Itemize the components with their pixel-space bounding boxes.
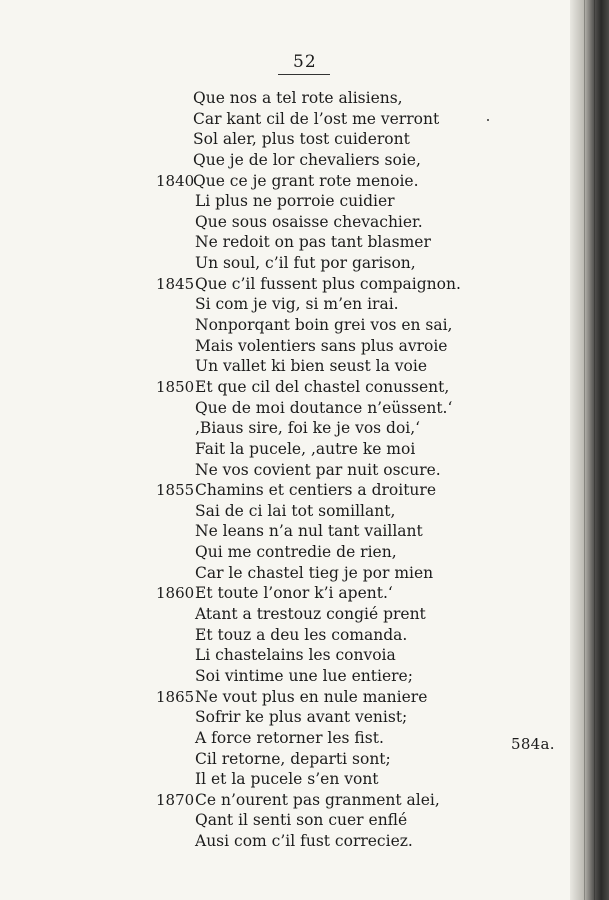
verse-text: Ne leans n’a nul tant vaillant	[195, 522, 423, 541]
verse-text: Si com je vig, si m’en irai.	[195, 295, 399, 314]
page-number: 52	[293, 52, 317, 72]
verse-line	[0, 171, 570, 192]
line-number: 1870	[156, 790, 195, 809]
verse-line	[0, 418, 570, 439]
verse-text: Que de moi doutance n’eüssent.‘	[195, 398, 453, 417]
verse-line	[0, 563, 570, 584]
verse-line	[0, 232, 570, 253]
verse-text: Un soul, c’il fut por garison,	[195, 254, 416, 273]
verse-line	[0, 377, 570, 398]
verse-text: Que je de lor chevaliers soie,	[193, 150, 421, 169]
verse-line	[0, 583, 570, 604]
verse-line	[0, 521, 570, 542]
line-number: 1845	[156, 274, 195, 293]
verse-text: Sofrir ke plus avant venist;	[195, 708, 408, 727]
verse-line	[0, 790, 570, 811]
verse-line	[0, 294, 570, 315]
verse-text: Soi vintime une lue entiere;	[195, 666, 413, 685]
verse-text: Atant a trestouz congié prent	[195, 605, 426, 624]
line-number: 1865	[156, 687, 195, 706]
spine-edge-line	[584, 0, 585, 900]
verse-text: Chamins et centiers a droiture	[195, 481, 436, 500]
line-number: 1855	[156, 481, 195, 500]
verse-text: Fait la pucele, ‚autre ke moi	[195, 439, 416, 458]
verse-line	[0, 625, 570, 646]
verse-text: Car kant cil de l’ost me verront	[193, 109, 440, 128]
line-number: 1840	[156, 171, 195, 190]
verse-line	[0, 356, 570, 377]
verse-line	[0, 687, 570, 708]
verse-line	[0, 253, 570, 274]
verse-text: Que ce je grant rote menoie.	[193, 171, 419, 190]
verse-text: Que nos a tel rote alisiens,	[193, 89, 403, 107]
verse-text: Qui me contredie de rien,	[195, 543, 397, 562]
verse-text: Ce n’ourent pas granment alei,	[195, 790, 440, 809]
verse-text: Il et la pucele s’en vont	[195, 770, 379, 789]
spine-edge-line	[594, 0, 595, 900]
verse-line	[0, 749, 570, 770]
verse-line	[0, 604, 570, 625]
verse-line	[0, 542, 570, 563]
verse-line	[0, 645, 570, 666]
line-number: 1860	[156, 584, 195, 603]
verse-text: Que c’il fussent plus compaignon.	[195, 274, 461, 293]
verse-text: Ne redoit on pas tant blasmer	[195, 233, 431, 252]
verse-line	[0, 398, 570, 419]
verse-text: Mais volentiers sans plus avroie	[195, 336, 448, 355]
verse-text: Ne vout plus en nule maniere	[195, 687, 428, 706]
verse-line	[0, 460, 570, 481]
verse-line	[0, 666, 570, 687]
verse-line	[0, 439, 570, 460]
verse-line	[0, 274, 570, 295]
verse-line	[0, 336, 570, 357]
verse-text: Et touz a deu les comanda.	[195, 625, 408, 644]
verse-text: Qant il senti son cuer enflé	[195, 811, 408, 830]
verse-line	[0, 707, 570, 728]
verse-line	[0, 501, 570, 522]
verse-text: A force retorner les fist.	[195, 728, 384, 747]
verse-text: Ne vos covient par nuit oscure.	[195, 460, 441, 479]
page-number-rule	[278, 74, 330, 75]
verse-text: Cil retorne, departi sont;	[195, 749, 391, 768]
verse-text: Nonporqant boin grei vos en sai,	[195, 316, 453, 335]
verse-text: Et toute l’onor k’i apent.‘	[195, 584, 393, 603]
verse-text: Un vallet ki bien seust la voie	[195, 357, 428, 376]
verse-line	[0, 150, 570, 171]
verse-text: Car le chastel tieg je por mien	[195, 563, 434, 582]
verse-text: Ausi com c’il fust correciez.	[195, 832, 413, 851]
verse-line	[0, 810, 570, 831]
verse-text: Li chastelains les convoia	[195, 646, 396, 665]
verse-line	[0, 88, 570, 109]
line-number: 1850	[156, 377, 195, 396]
verse-text: Que sous osaisse chevachier.	[195, 212, 423, 231]
verse-line	[0, 129, 570, 150]
verse-text: Sai de ci lai tot somillant,	[195, 501, 396, 520]
verse-line	[0, 831, 570, 852]
verse-line	[0, 109, 570, 130]
verse-text: Sol aler, plus tost cuideront	[193, 130, 410, 149]
verse-line	[0, 212, 570, 233]
margin-reference: 584a.	[511, 735, 555, 753]
book-spine-shadow	[570, 0, 609, 900]
verse-text: ‚Biaus sire, foi ke je vos doi,‘	[195, 419, 421, 438]
verse-line	[0, 480, 570, 501]
verse-line	[0, 191, 570, 212]
verse-list	[0, 88, 570, 852]
verse-text: Li plus ne porroie cuidier	[195, 192, 395, 211]
verse-line	[0, 315, 570, 336]
verse-line	[0, 728, 570, 749]
verse-text: Et que cil del chastel conussent,	[195, 377, 450, 396]
verse-line	[0, 769, 570, 790]
